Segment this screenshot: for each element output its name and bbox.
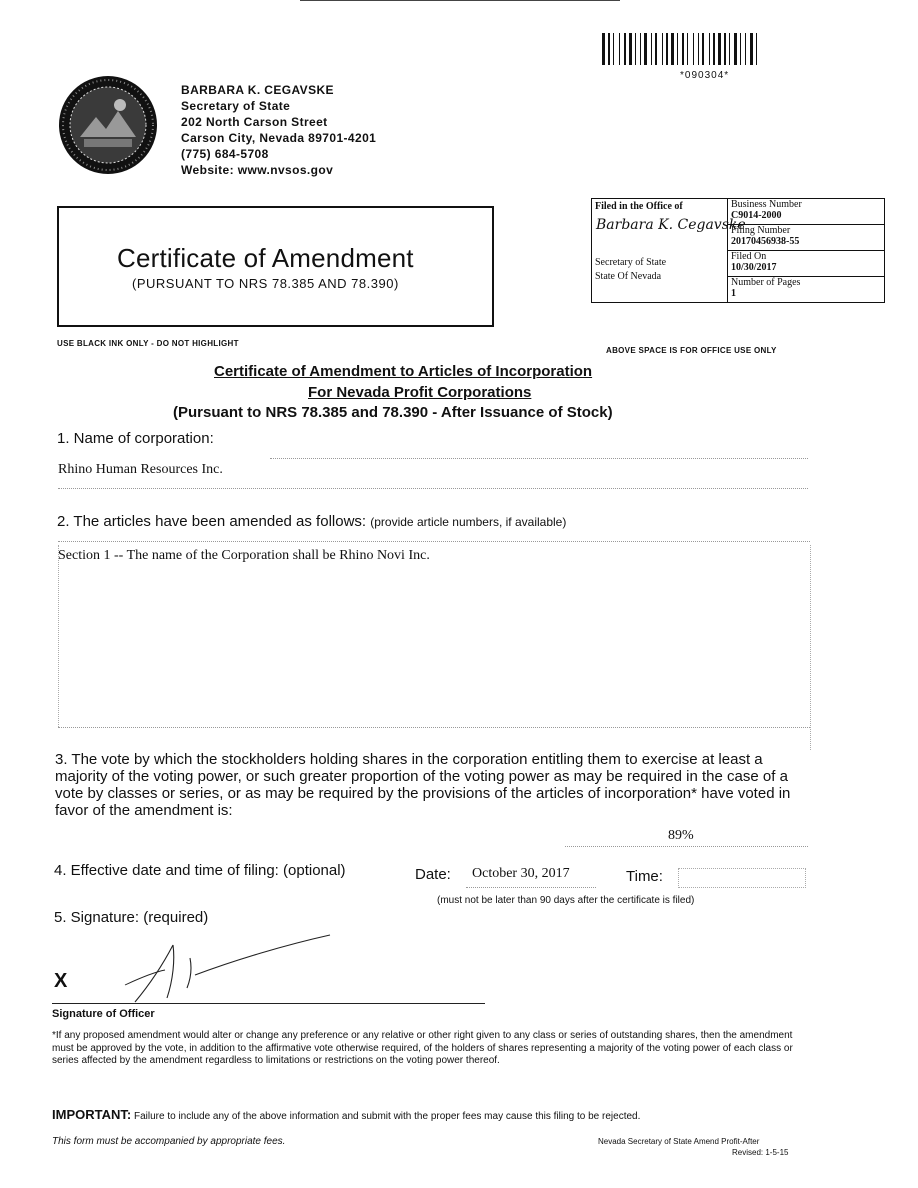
- secretary-of-state-address: [181, 82, 376, 178]
- item2-label: [57, 513, 566, 530]
- barcode-bar: [624, 33, 626, 65]
- business-number-value: C9014-2000: [731, 210, 782, 221]
- barcode-bar: [756, 33, 757, 65]
- barcode-bar: [711, 33, 712, 65]
- barcode-bar: [664, 33, 665, 65]
- nevada-state-seal-icon: [58, 75, 158, 175]
- vote-percentage-field[interactable]: 89%: [668, 828, 694, 843]
- barcode-bar: [724, 33, 726, 65]
- item2-question: 2. The articles have been amended as follows:: [57, 513, 367, 530]
- barcode-bar: [687, 33, 688, 65]
- barcode-bar: [705, 33, 708, 65]
- filing-number-label: Filing Number: [731, 225, 791, 236]
- form-revision-date: Revised: 1-5-15: [732, 1148, 789, 1157]
- barcode-bar: [606, 33, 607, 65]
- barcode-bar: [758, 33, 760, 65]
- corporation-name-field[interactable]: Rhino Human Resources Inc.: [58, 462, 223, 477]
- barcode-bar: [689, 33, 692, 65]
- important-notice: [52, 1107, 640, 1122]
- barcode-bar: [608, 33, 610, 65]
- business-number-label: Business Number: [731, 199, 802, 210]
- barcode-bar: [693, 33, 694, 65]
- barcode-bar: [613, 33, 614, 65]
- barcode-bar: [658, 33, 661, 65]
- document-title: Certificate of Amendment: [117, 243, 414, 273]
- barcode-bar: [685, 33, 686, 65]
- address-line: (775) 684-5708: [181, 147, 269, 161]
- barcode-bar: [635, 33, 636, 65]
- barcode-bar: [738, 33, 739, 65]
- filed-in-office-cell: [592, 199, 746, 302]
- barcode-bar: [675, 33, 676, 65]
- filed-on-cell: [728, 251, 884, 277]
- form-revision-title: Nevada Secretary of State Amend Profit-After: [598, 1137, 760, 1146]
- barcode-bar: [698, 33, 699, 65]
- filing-number-value: 20170456938-55: [731, 236, 800, 247]
- barcode-number: *090304*: [680, 70, 730, 81]
- date-label: Date:: [415, 866, 451, 883]
- filing-number-cell: [728, 225, 884, 251]
- office-use-note: ABOVE SPACE IS FOR OFFICE USE ONLY: [606, 346, 777, 355]
- barcode-bar: [611, 33, 612, 65]
- barcode-bar: [633, 33, 634, 65]
- barcode-bar: [677, 33, 678, 65]
- barcode-bar: [653, 33, 654, 65]
- barcode-bar: [679, 33, 681, 65]
- barcode-bar: [648, 33, 650, 65]
- barcode-bar: [709, 33, 710, 65]
- barcode-bar: [754, 33, 755, 65]
- fees-note: This form must be accompanied by appropriate fees.: [52, 1136, 286, 1147]
- barcode-bar: [655, 33, 657, 65]
- barcode-bar: [671, 33, 674, 65]
- barcode-bar: [666, 33, 668, 65]
- barcode-bar: [713, 33, 715, 65]
- address-line: Carson City, Nevada 89701-4201: [181, 131, 377, 145]
- barcode-bar: [640, 33, 641, 65]
- office-filing-box: [591, 198, 885, 303]
- barcode-bar: [602, 33, 605, 65]
- pages-label: Number of Pages: [731, 277, 801, 288]
- barcode-bar: [734, 33, 737, 65]
- effective-time-field[interactable]: [678, 868, 806, 888]
- barcode-bar: [729, 33, 730, 65]
- registrar-signature: Barbara K. Cegavske: [596, 217, 746, 233]
- barcode-bar: [644, 33, 647, 65]
- field-dotted-line: [466, 887, 596, 888]
- barcode-bar: [682, 33, 684, 65]
- barcode-bar: [629, 33, 632, 65]
- item5-label: 5. Signature: (required): [54, 909, 209, 926]
- document-subtitle: (PURSUANT TO NRS 78.385 AND 78.390): [132, 276, 399, 291]
- filed-on-label: Filed On: [731, 251, 767, 262]
- barcode-bar: [727, 33, 728, 65]
- field-dotted-line: [58, 541, 810, 542]
- address-line: BARBARA K. CEGAVSKE: [181, 83, 334, 97]
- address-line: 202 North Carson Street: [181, 115, 328, 129]
- address-line: Secretary of State: [181, 99, 291, 113]
- officer-signature-icon: [95, 930, 345, 1010]
- form-heading-line3: (Pursuant to NRS 78.385 and 78.390 - After Issuance of Stock): [173, 404, 613, 421]
- item2-note: (provide article numbers, if available): [370, 515, 567, 529]
- field-dotted-border: [810, 545, 811, 750]
- barcode-bar: [702, 33, 704, 65]
- field-dotted-line: [58, 727, 810, 728]
- form-heading-line2: For Nevada Profit Corporations: [308, 384, 532, 401]
- field-dotted-line: [58, 488, 808, 489]
- barcode-bar: [669, 33, 670, 65]
- barcode-bar: [722, 33, 723, 65]
- signature-x-mark: X: [54, 970, 68, 992]
- filed-on-value: 10/30/2017: [731, 262, 777, 273]
- barcode-bar: [615, 33, 618, 65]
- important-text: Failure to include any of the above information and submit with the proper fees may cause this filing to be rejected.: [133, 1111, 641, 1122]
- barcode-bar: [750, 33, 753, 65]
- barcode-bar: [637, 33, 639, 65]
- important-label: IMPORTANT:: [52, 1107, 132, 1122]
- time-label: Time:: [626, 868, 663, 885]
- barcode-bar: [740, 33, 741, 65]
- pages-cell: [728, 277, 884, 302]
- effective-date-field[interactable]: October 30, 2017: [472, 866, 570, 881]
- barcode-bar: [747, 33, 749, 65]
- item3-paragraph: 3. The vote by which the stockholders holding shares in the corporation entitling them to exercise at least a majority of the voting power, or such greater proportion of the voting power as may be required in the case of a vote by classes or series, or as may be required by the provisions of the articles of incorporation* have voted in favor of the amendment is:: [55, 751, 791, 819]
- business-number-cell: [728, 199, 884, 225]
- signature-line: [52, 1003, 485, 1004]
- form-heading-line1: Certificate of Amendment to Articles of Incorporation: [214, 363, 593, 380]
- filed-in-label: Filed in the Office of: [595, 201, 683, 212]
- pages-value: 1: [731, 288, 736, 299]
- address-line: Website: www.nvsos.gov: [181, 163, 334, 177]
- field-dotted-line: [270, 458, 808, 459]
- barcode-bar: [745, 33, 746, 65]
- barcode-bar: [718, 33, 721, 65]
- barcode-bar: [742, 33, 744, 65]
- barcode-bar: [716, 33, 717, 65]
- item1-label: 1. Name of corporation:: [57, 430, 214, 447]
- barcode-bar: [700, 33, 701, 65]
- barcode-bar: [695, 33, 697, 65]
- field-dotted-border: [58, 545, 59, 727]
- barcode-bar: [731, 33, 733, 65]
- barcode: [602, 33, 816, 65]
- state-label: State Of Nevada: [595, 271, 662, 282]
- item4-label: 4. Effective date and time of filing: (optional): [54, 862, 346, 879]
- item4-note: (must not be later than 90 days after the certificate is filed): [437, 895, 695, 906]
- amendment-text-field[interactable]: Section 1 -- The name of the Corporation shall be Rhino Novi Inc.: [58, 548, 430, 563]
- barcode-bar: [627, 33, 628, 65]
- secretary-label: Secretary of State: [595, 257, 667, 268]
- barcode-bar: [621, 33, 623, 65]
- barcode-bar: [651, 33, 652, 65]
- amendment-footnote: *If any proposed amendment would alter or change any preference or any relative or other right given to any class or series of outstanding shares, then the amendment must be approved by the vote, in addition to the affirmative vote otherwise required, of the holders of shares representing a majority of the voting power of each class or series affected by the amendment regardless to limitations or restrictions on the voting power thereof.: [52, 1030, 793, 1066]
- barcode-bar: [619, 33, 620, 65]
- field-dotted-line: [565, 846, 808, 847]
- top-edge-line: [300, 0, 620, 1]
- barcode-bar: [662, 33, 663, 65]
- black-ink-note: USE BLACK INK ONLY - DO NOT HIGHLIGHT: [57, 339, 239, 348]
- signature-label: Signature of Officer: [52, 1008, 155, 1020]
- barcode-bar: [642, 33, 643, 65]
